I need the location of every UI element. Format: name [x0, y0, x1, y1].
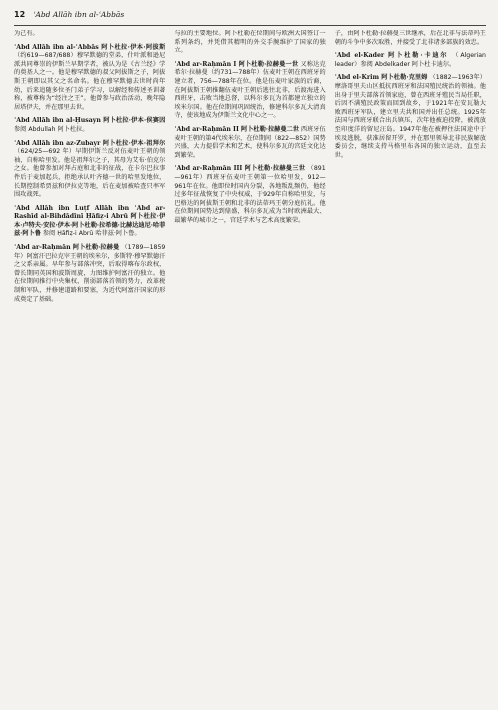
- entry-headword: ʿAbd Allāh ibn al-Ḥusayn 阿卜杜拉·伊本·侯赛因: [14, 117, 166, 125]
- entry-headword: ʿAbd ar-Raḥmān II 阿卜杜勒·拉赫曼二世: [174, 125, 299, 133]
- dictionary-entry: [335, 30, 486, 47]
- dictionary-entry: [335, 74, 486, 160]
- entry-headword: ʿAbd ar-Raḥmān 阿卜杜勒·拉赫曼: [14, 244, 120, 252]
- running-head: ʿAbd Allāh ibn al-ʿAbbās: [33, 10, 125, 19]
- dictionary-entry: [14, 44, 165, 113]
- entry-text: （1789—1859年）阿富汗巴拉克宰王朝的埃米尔，多斯特·穆罕默德汗之父系亲属。早年参与部落冲突，后取得喀布尔政权，曾长期同英国和波斯周旋，力图维护阿富汗的独立。他在位期间推行中央集权，削弱部落首领的势力，改革税制和军队，并修建道路和要塞，为近代阿富汗国家的形成奠定了基础。: [14, 244, 166, 303]
- dictionary-entry: [14, 205, 165, 239]
- entry-headword: ʿAbd Allāh ibn az-Zubayr 阿卜杜拉·伊本·祖拜尔: [14, 139, 166, 147]
- dictionary-entry: [174, 126, 325, 160]
- column-1: [14, 30, 165, 710]
- dictionary-entry: [14, 117, 165, 134]
- dictionary-entry: [174, 61, 325, 121]
- entry-text: 参阅 Ḥāfiẓ-i Abrū 哈菲兹·阿卜鲁。: [42, 230, 141, 238]
- column-2: [174, 30, 325, 710]
- entry-headword: ʿAbd el-Kader 阿卜杜勒·卡迪尔: [334, 52, 449, 60]
- entry-headword: ʿAbd ar-Raḥmān I 阿卜杜勒·拉赫曼一世: [174, 60, 299, 68]
- dictionary-entry: [174, 30, 325, 56]
- entry-text: 西班牙伍麦叶王朝的第4代埃米尔，在位期间（822—852）国势兴盛，大力提倡学术和艺术，使科尔多瓦的宫廷文化达到繁荣。: [174, 125, 326, 159]
- entry-text: 子，由阿卜杜勒·拉赫曼三世继承，后在北非与法蒂玛王朝的斗争中多次取胜，并接受了北非诸多部族的效忠。: [334, 30, 486, 46]
- text-columns: [14, 30, 486, 710]
- entry-headword: ʿAbd ar-Raḥmān III 阿卜杜勒·拉赫曼三世: [174, 165, 306, 173]
- entry-text: 又称达克希尔·拉赫曼（约731—788年）伍麦叶王朝在西班牙的建立者，756—788年在位。他是伍麦叶家族的后裔，在阿拔斯王朝推翻伍麦叶王朝后逃往北非，后渡海进入西班牙，击败当地总督，以科尔多瓦为首都建立独立的埃米尔国。他在位期间巩固统治，修建科尔多瓦大清真寺，使该地成为伊斯兰文化中心之一。: [174, 60, 326, 120]
- page-header: [14, 10, 486, 26]
- entry-text: （1882—1963年）摩洛哥里夫山区抵抗西班牙和法国殖民统治的领袖。他出身于里夫部落首领家庭，曾在西班牙殖民当局任职，后因不满殖民政策而回到故乡，于1921年在安瓦勒大败西班牙军队，建立里夫共和国并出任总统。1925年法国与西班牙联合出兵镇压，次年他被迫投降，被流放至印度洋的留尼汪岛。1947年他在被押往法国途中于埃及逃脱，获准居留开罗，并在那里领导北非民族解放委员会，继续支持马格里布各国的独立运动，直至去世。: [334, 74, 486, 159]
- entry-text: （Algerian leader）参阅 Abdelkader 阿卜杜卡迪尔。: [334, 52, 486, 68]
- entry-text: （891—961年）西班牙伍麦叶王朝第一位哈里发，912—961年在位。他即位时国内分裂，各地叛乱频仍，他经过多年征战恢复了中央权威，于929年自称哈里发，与巴格达的阿拔斯王朝和北非的法蒂玛王朝分庭抗礼。他在位期间国势达到鼎盛，科尔多瓦成为当时欧洲最大、最繁华的城市之一，宫廷学术与艺术高度繁荣。: [174, 165, 326, 224]
- entry-text: （约619—687/688）穆罕默德的堂弟，什叶派和逊尼派共同尊崇的伊斯兰早期学者，被认为是《古兰经》学的奠基人之一。他是穆罕默德的叔父阿拔斯之子，阿拔斯王朝即以其父之名命名。他在穆罕默德去世时尚年幼，后来追随多位圣门弟子学习，以解经和传述圣训著称，被尊称为“经注之王”。他曾参与政治活动，晚年隐居塔伊夫，并在那里去世。: [14, 52, 166, 111]
- entry-headword: ʿAbd el-Krim 阿卜杜勒·克里姆: [334, 74, 428, 82]
- dictionary-entry: [335, 52, 486, 69]
- entry-text: （624/25—692 年）早期伊斯兰反对伍麦叶王朝的领袖，自称哈里发。他是祖拜尔之子，其母为艾布·伯克尔之女。他曾参加对拜占庭和北非的征战，在卡尔巴拉事件后于麦加起兵，拒绝承认叶齐德一世的哈里发地位，长期控制希贾兹和伊拉克等地，后在麦加被哈查只率军围攻战死。: [14, 148, 166, 199]
- entry-text: 与拉的主要地位。阿卜杜勒在位期间与欧洲大国签订一系列条约，并凭借其精明的外交手腕维护了国家的独立。: [174, 30, 326, 55]
- column-3: [335, 30, 486, 710]
- entry-headword: ʿAbd Allāh ibn al-ʿAbbās 阿卜杜拉·伊本·阿拔斯: [14, 43, 166, 51]
- entry-text: 为己有。: [14, 30, 39, 37]
- dictionary-entry: [14, 30, 165, 39]
- dictionary-entry: [174, 165, 325, 225]
- page-number: 12: [14, 10, 26, 19]
- entry-headword: ʿAbd Allāh ibn Luṭf Allāh ibn ʿAbd ar-Rashīd al-Bihdādīnī Ḥāfiẓ-i Abrū 阿卜杜拉·伊本·卢特夫·安拉·伊本·阿卜杜勒·拉希德·比赫达迪尼·哈菲兹·阿卜鲁: [14, 204, 166, 238]
- dictionary-entry: [14, 244, 165, 304]
- entry-text: 参阅 Abdullah 阿卜杜拉。: [14, 125, 89, 133]
- dictionary-entry: [14, 140, 165, 200]
